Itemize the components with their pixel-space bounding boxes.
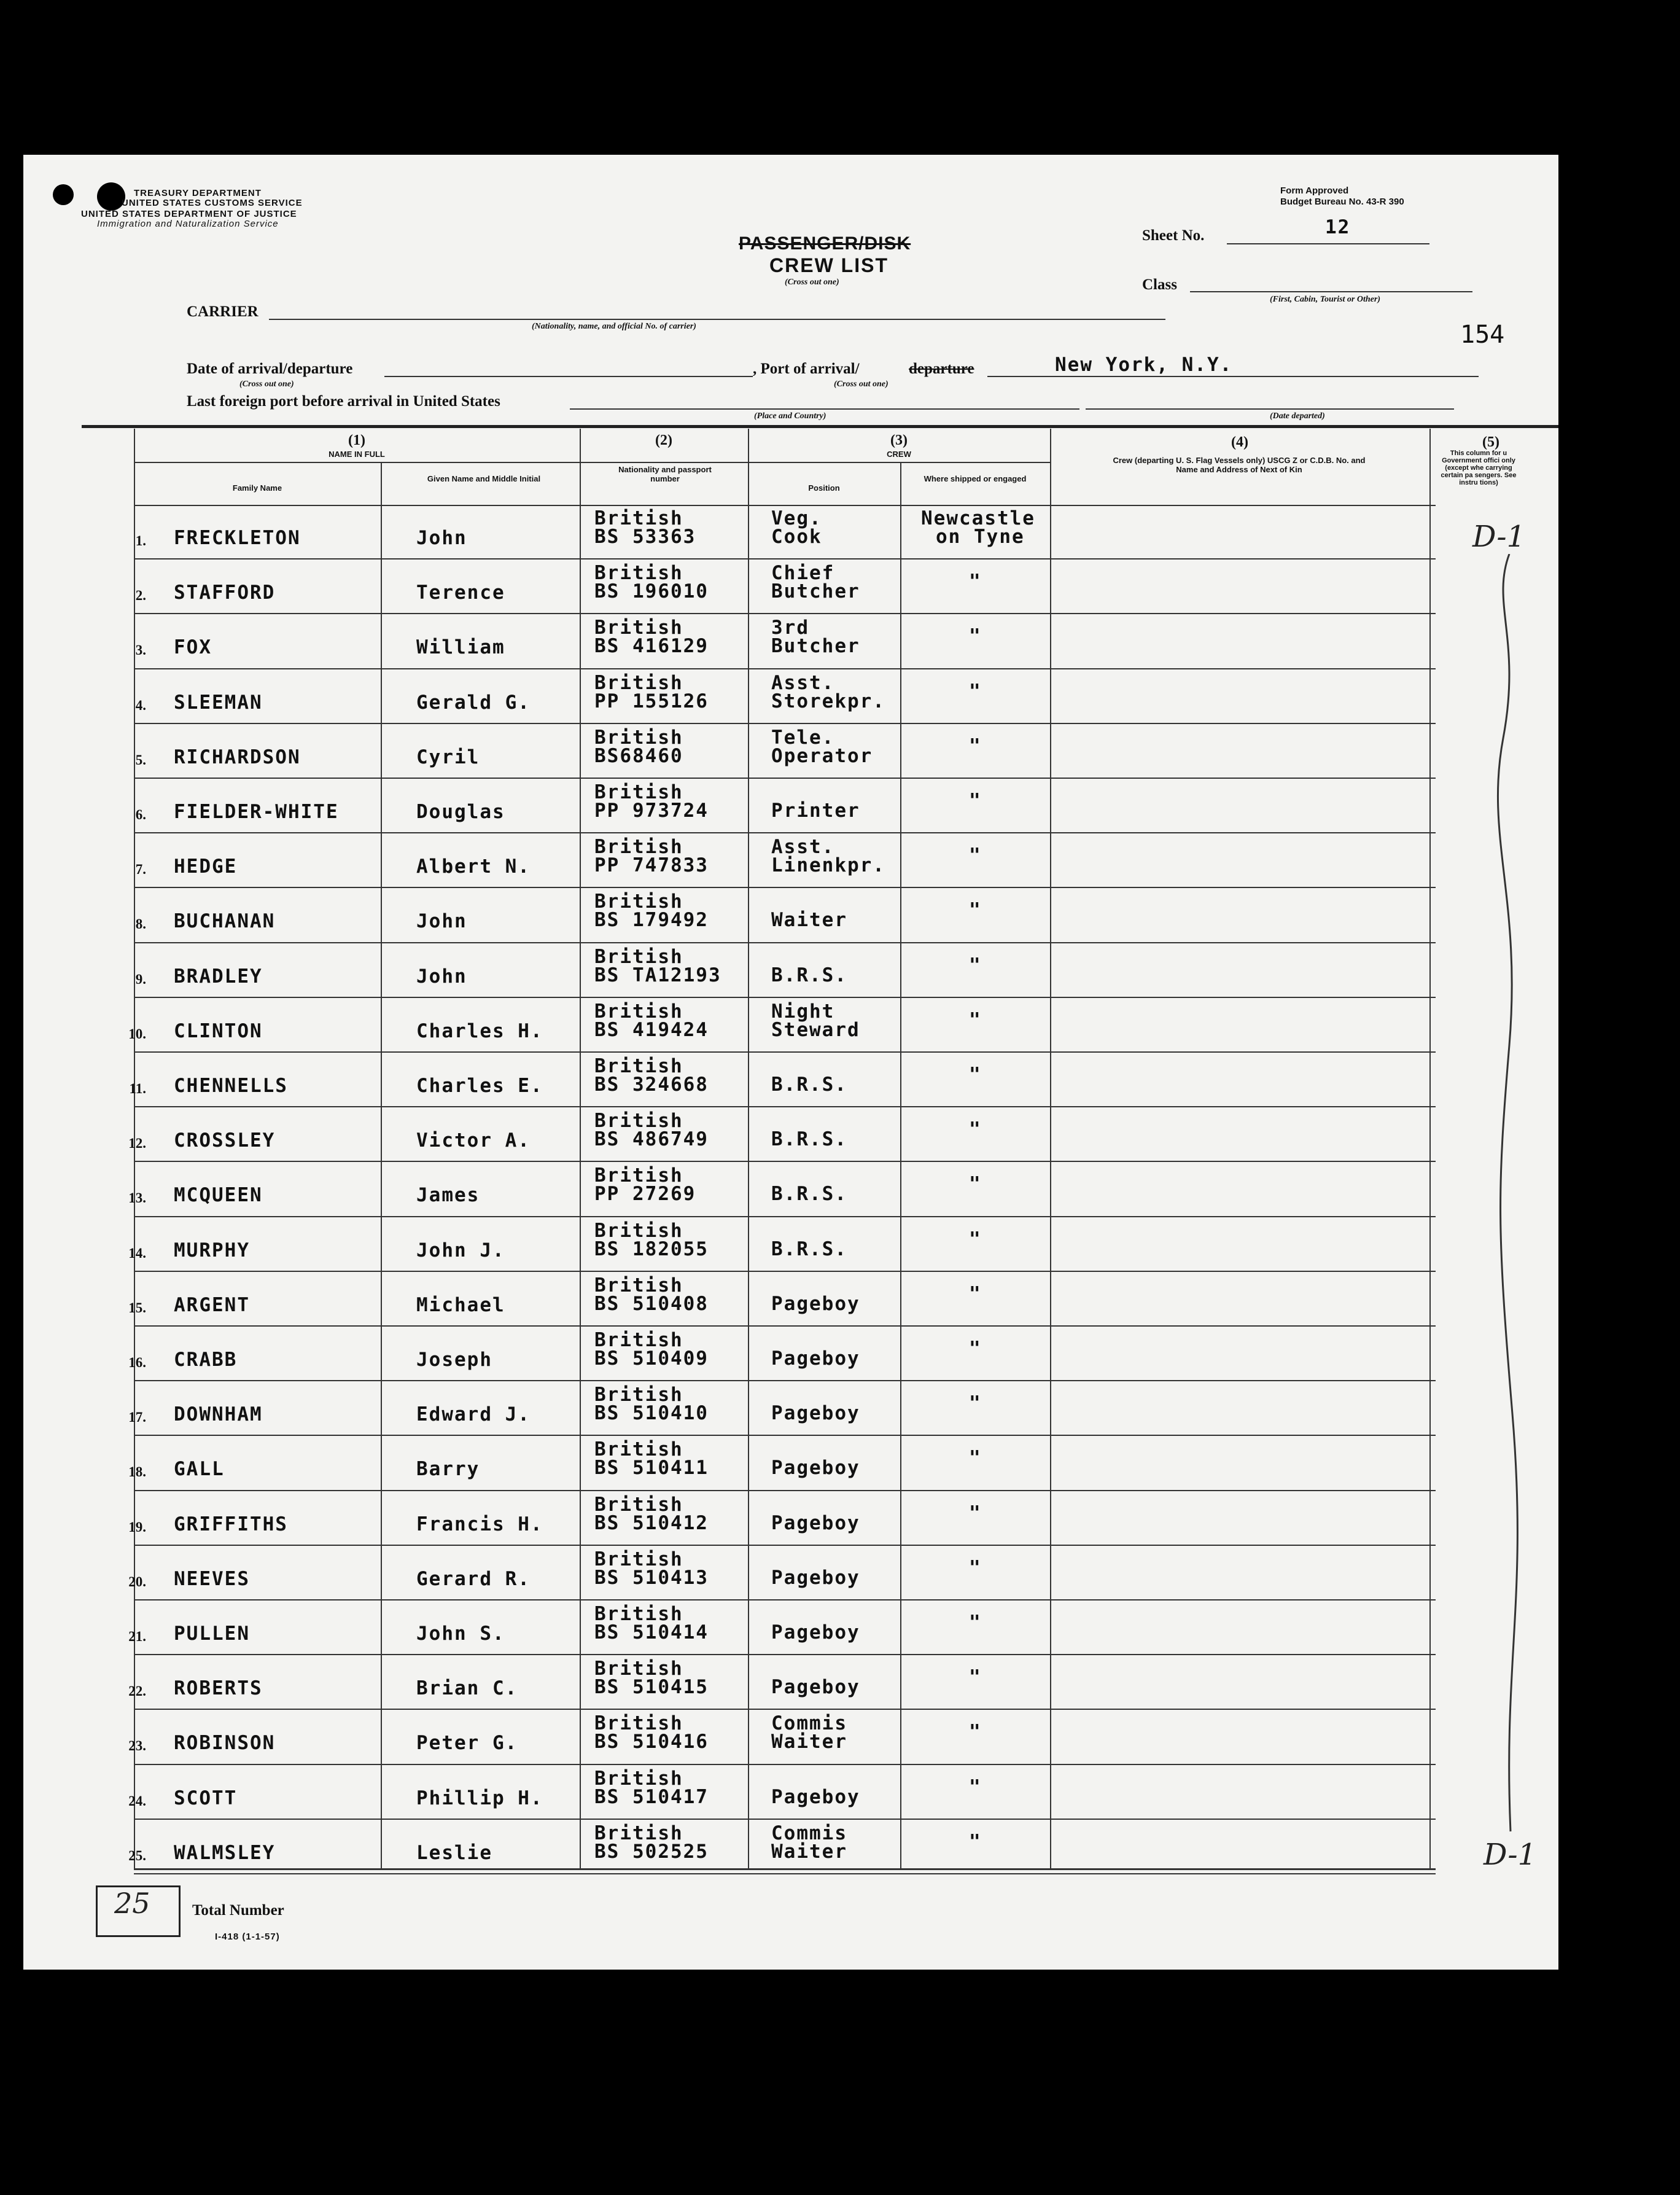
table-row: [23, 1436, 1558, 1491]
position-line-2: Waiter: [771, 909, 847, 932]
where-shipped-ditto: ": [969, 1612, 982, 1634]
nationality: British: [594, 1000, 683, 1023]
row-number: 22.: [128, 1683, 146, 1699]
where-shipped-ditto: ": [969, 1008, 982, 1031]
passport-number: PP 155126: [594, 690, 709, 712]
row-number: 14.: [128, 1245, 146, 1261]
port-label: , Port of arrival/: [753, 361, 860, 377]
where-shipped-ditto: ": [969, 1228, 982, 1250]
family-name: CROSSLEY: [174, 1129, 276, 1152]
given-name: Brian C.: [416, 1677, 518, 1700]
form-number: I-418 (1-1-57): [215, 1932, 280, 1942]
carrier-label: CARRIER: [187, 303, 259, 320]
position-line-2: Pageboy: [771, 1511, 860, 1534]
position-line-2: Storekpr.: [771, 690, 885, 712]
family-name: HEDGE: [174, 856, 238, 878]
where-shipped-ditto: ": [969, 1721, 982, 1744]
position-line-2: B.R.S.: [771, 964, 847, 986]
position-line-2: Linenkpr.: [771, 854, 885, 877]
table-row: [23, 669, 1558, 725]
family-name: SCOTT: [174, 1787, 238, 1809]
given-name: Terence: [416, 582, 505, 604]
port-struck: departure: [909, 361, 974, 377]
family-name: CRABB: [174, 1349, 238, 1371]
form-approved: Form Approved: [1280, 185, 1349, 196]
position-line-2: Butcher: [771, 635, 860, 658]
passport-number: BS 510413: [594, 1566, 709, 1589]
passport-number: BS 510417: [594, 1785, 709, 1808]
table-row: [23, 1655, 1558, 1710]
row-number: 21.: [128, 1629, 146, 1644]
where-shipped: Newcastle: [921, 507, 1035, 529]
where-shipped-ditto: ": [969, 790, 982, 812]
passport-number: BS 416129: [594, 635, 709, 658]
table-row: [23, 1272, 1558, 1327]
passport-number: BS 196010: [594, 580, 709, 603]
position-line-2: Pageboy: [771, 1785, 860, 1808]
position-line-2: Pageboy: [771, 1566, 860, 1589]
where-shipped-ditto: ": [969, 1666, 982, 1689]
position-line-2: Pageboy: [771, 1402, 860, 1425]
family-name: FIELDER-WHITE: [174, 801, 339, 823]
row-number: 12.: [128, 1136, 146, 1152]
family-name: BUCHANAN: [174, 910, 276, 933]
nationality: British: [594, 1603, 683, 1625]
where-shipped-ditto: ": [969, 1776, 982, 1798]
passport-number: PP 973724: [594, 800, 709, 822]
given-name: John: [416, 910, 467, 933]
where-shipped-ditto: ": [969, 625, 982, 648]
nationality: British: [594, 945, 683, 968]
family-name: GALL: [174, 1458, 225, 1481]
given-name: William: [416, 636, 505, 659]
passport-number: BS 510412: [594, 1511, 709, 1534]
position-line-2: B.R.S.: [771, 1128, 847, 1151]
position-line-2: B.R.S.: [771, 1183, 847, 1206]
position-line-1: Asst.: [771, 671, 835, 694]
stamp-number: 154: [1460, 321, 1505, 349]
date-departed-caption: (Date departed): [1270, 411, 1325, 421]
column-1-title: NAME IN FULL: [329, 450, 385, 459]
given-name: Barry: [416, 1458, 480, 1481]
position-line-2: Waiter: [771, 1840, 847, 1863]
government-use-header: This column for u Government offici only (except whe carrying certain pa sengers. See instru tions): [1441, 450, 1517, 486]
where-shipped-ditto: ": [969, 571, 982, 593]
family-name-header: Family Name: [232, 483, 282, 493]
family-name: FRECKLETON: [174, 527, 301, 549]
row-number: 19.: [128, 1519, 146, 1535]
position-line-1: Commis: [771, 1712, 847, 1735]
given-name: John: [416, 965, 467, 988]
table-row: [23, 1162, 1558, 1217]
passport-number: BS 510408: [594, 1292, 709, 1315]
passport-number: PP 27269: [594, 1183, 696, 1206]
row-number: 25.: [128, 1847, 146, 1863]
row-number: 15.: [128, 1300, 146, 1316]
nationality: British: [594, 781, 683, 803]
handwritten-bracket-line: [1485, 554, 1534, 1838]
position-line-2: Steward: [771, 1018, 860, 1041]
position-line-2: Pageboy: [771, 1676, 860, 1699]
passport-number: BS 486749: [594, 1128, 709, 1151]
title-struck: PASSENGER/DISK: [739, 233, 911, 254]
agency-line: UNITED STATES CUSTOMS SERVICE: [122, 198, 303, 208]
nationality: British: [594, 1767, 683, 1790]
table-row: [23, 1217, 1558, 1273]
position-line-2: Cook: [771, 526, 822, 548]
given-name: John S.: [416, 1623, 505, 1645]
passport-number: BS 510415: [594, 1676, 709, 1699]
nationality: British: [594, 1274, 683, 1296]
column-1-number: (1): [348, 432, 365, 448]
passport-number: BS 182055: [594, 1238, 709, 1260]
family-name: MURPHY: [174, 1239, 250, 1261]
given-name: Gerard R.: [416, 1567, 531, 1590]
position-line-2: Pageboy: [771, 1347, 860, 1370]
table-row: [23, 998, 1558, 1053]
given-name: John J.: [416, 1239, 505, 1261]
table-row: [23, 505, 1558, 560]
position-line-1: Veg.: [771, 507, 822, 529]
position-line-1: Asst.: [771, 836, 835, 859]
passport-number: BS68460: [594, 744, 683, 767]
class-caption: (First, Cabin, Tourist or Other): [1270, 295, 1380, 304]
passport-number: BS 510411: [594, 1457, 709, 1480]
where-shipped-ditto: ": [969, 1118, 982, 1141]
passport-number: BS 324668: [594, 1074, 709, 1096]
row-number: 16.: [128, 1355, 146, 1370]
passport-number: BS 510414: [594, 1621, 709, 1643]
given-name: Gerald G.: [416, 691, 531, 714]
given-name: Joseph: [416, 1349, 492, 1371]
row-number: 13.: [128, 1190, 146, 1206]
budget-bureau: Budget Bureau No. 43-R 390: [1280, 197, 1404, 207]
family-name: RICHARDSON: [174, 746, 301, 768]
position-line-2: Operator: [771, 744, 873, 767]
table-row: [23, 1600, 1558, 1656]
row-number: 11.: [129, 1081, 146, 1096]
nationality: British: [594, 507, 683, 529]
table-row: [23, 1820, 1558, 1875]
nationality: British: [594, 1329, 683, 1351]
passport-number: BS 510409: [594, 1347, 709, 1370]
crew-list-document: [23, 155, 1558, 1970]
where-shipped-ditto: ": [969, 680, 982, 703]
passport-number: BS TA12193: [594, 964, 721, 986]
position-line-2: B.R.S.: [771, 1238, 847, 1260]
position-line-2: Butcher: [771, 580, 860, 603]
family-name: ARGENT: [174, 1293, 250, 1316]
table-row: [23, 1765, 1558, 1820]
passport-number: BS 510416: [594, 1731, 709, 1753]
row-number: 6.: [135, 807, 146, 822]
family-name: ROBINSON: [174, 1732, 276, 1755]
last-port-label: Last foreign port before arrival in United States: [187, 393, 500, 410]
row-number: 1.: [135, 533, 146, 548]
where-shipped: on Tyne: [936, 526, 1025, 548]
nationality: British: [594, 671, 683, 694]
where-shipped-ditto: ": [969, 1338, 982, 1360]
nationality-header: Nationality and passport number: [618, 465, 712, 483]
title-caption: (Cross out one): [785, 278, 839, 287]
passport-number: BS 502525: [594, 1840, 709, 1863]
where-shipped-ditto: ": [969, 1392, 982, 1415]
passport-number: BS 419424: [594, 1018, 709, 1041]
family-name: NEEVES: [174, 1567, 250, 1590]
row-number: 4.: [135, 697, 146, 713]
page-title: CREW LIST: [769, 254, 889, 276]
position-line-1: 3rd: [771, 617, 809, 639]
table-row: [23, 1381, 1558, 1437]
passport-number: BS 53363: [594, 526, 696, 548]
nationality: British: [594, 1493, 683, 1516]
given-name: Phillip H.: [416, 1787, 543, 1809]
position-line-1: Commis: [771, 1822, 847, 1844]
where-shipped-ditto: ": [969, 1064, 982, 1086]
where-shipped-ditto: ": [969, 954, 982, 977]
nationality: British: [594, 1712, 683, 1735]
nationality: British: [594, 891, 683, 913]
column-2-number: (2): [655, 432, 672, 448]
family-name: DOWNHAM: [174, 1403, 263, 1426]
family-name: GRIFFITHS: [174, 1513, 288, 1535]
table-row: [23, 779, 1558, 834]
where-shipped-ditto: ": [969, 1173, 982, 1196]
agency-line: TREASURY DEPARTMENT: [134, 188, 262, 198]
nationality: British: [594, 562, 683, 585]
where-shipped-ditto: ": [969, 1502, 982, 1524]
given-name: Leslie: [416, 1841, 492, 1864]
position-line-1: Tele.: [771, 726, 835, 749]
position-line-2: Printer: [771, 800, 860, 822]
row-number: 5.: [135, 752, 146, 768]
punch-hole: [53, 184, 74, 205]
table-row: [23, 833, 1558, 889]
family-name: BRADLEY: [174, 965, 263, 988]
nationality: British: [594, 1822, 683, 1844]
passport-number: PP 747833: [594, 854, 709, 877]
column-3-number: (3): [890, 432, 908, 448]
date-label: Date of arrival/departure: [187, 361, 353, 377]
position-line-2: B.R.S.: [771, 1074, 847, 1096]
given-name: James: [416, 1184, 480, 1207]
position-line-2: Pageboy: [771, 1457, 860, 1480]
where-shipped-ditto: ": [969, 1556, 982, 1579]
row-number: 3.: [135, 642, 146, 658]
nationality: British: [594, 1219, 683, 1242]
family-name: CLINTON: [174, 1020, 263, 1042]
table-row: [23, 614, 1558, 669]
where-shipped-ditto: ": [969, 1447, 982, 1470]
table-row: [23, 1546, 1558, 1601]
where-shipped-ditto: ": [969, 844, 982, 867]
handwritten-annotation: D-1: [1484, 1838, 1537, 1872]
family-name: MCQUEEN: [174, 1184, 263, 1207]
table-row: [23, 943, 1558, 999]
nationality: British: [594, 1384, 683, 1406]
given-name: Charles E.: [416, 1075, 543, 1097]
given-name: Michael: [416, 1293, 505, 1316]
nationality: British: [594, 1548, 683, 1570]
family-name: ROBERTS: [174, 1677, 263, 1700]
agency-line: Immigration and Naturalization Service: [97, 219, 279, 229]
sheet-label: Sheet No.: [1142, 227, 1205, 244]
nationality: British: [594, 617, 683, 639]
family-name: FOX: [174, 636, 212, 659]
nationality: British: [594, 1164, 683, 1187]
given-name: Albert N.: [416, 856, 531, 878]
crew-header: CREW: [887, 450, 911, 459]
row-number: 20.: [128, 1573, 146, 1589]
passport-number: BS 179492: [594, 909, 709, 932]
given-name-header: Given Name and Middle Initial: [427, 474, 541, 483]
family-name: CHENNELLS: [174, 1075, 288, 1097]
total-number-value: 25: [114, 1887, 150, 1920]
table-row: [23, 888, 1558, 943]
family-name: WALMSLEY: [174, 1841, 276, 1864]
nationality: British: [594, 1658, 683, 1680]
family-name: STAFFORD: [174, 582, 276, 604]
class-label: Class: [1142, 276, 1177, 293]
family-name: PULLEN: [174, 1623, 250, 1645]
column-5-number: (5): [1482, 434, 1499, 450]
row-number: 8.: [135, 916, 146, 932]
nationality: British: [594, 1110, 683, 1133]
given-name: Charles H.: [416, 1020, 543, 1042]
table-row: [23, 1107, 1558, 1163]
row-number: 10.: [128, 1026, 146, 1042]
carrier-caption: (Nationality, name, and official No. of carrier): [532, 322, 696, 331]
table-row: [23, 1491, 1558, 1546]
port-caption: (Cross out one): [834, 380, 889, 389]
given-name: Francis H.: [416, 1513, 543, 1535]
table-row: [23, 1327, 1558, 1382]
given-name: John: [416, 527, 467, 549]
where-shipped-ditto: ": [969, 735, 982, 757]
position-line-1: Night: [771, 1000, 835, 1023]
column-4-number: (4): [1231, 434, 1248, 450]
total-label: Total Number: [192, 1902, 284, 1919]
position-line-2: Waiter: [771, 1731, 847, 1753]
family-name: SLEEMAN: [174, 691, 263, 714]
given-name: Douglas: [416, 801, 505, 823]
table-row: [23, 724, 1558, 779]
where-shipped-ditto: ": [969, 899, 982, 922]
table-row: [23, 1053, 1558, 1108]
where-shipped-ditto: ": [969, 1830, 982, 1853]
position-header: Position: [808, 483, 840, 493]
next-of-kin-header: Crew (departing U. S. Flag Vessels only) USCG Z or C.D.B. No. and Name and Address of Next of Kin: [1113, 456, 1366, 474]
place-caption: (Place and Country): [754, 411, 826, 421]
nationality: British: [594, 1438, 683, 1461]
row-number: 17.: [128, 1409, 146, 1425]
handwritten-annotation: D-1: [1472, 520, 1526, 554]
position-line-2: Pageboy: [771, 1292, 860, 1315]
position-line-2: Pageboy: [771, 1621, 860, 1643]
table-row: [23, 559, 1558, 615]
date-caption: (Cross out one): [239, 380, 294, 389]
sheet-number: 12: [1325, 216, 1351, 238]
row-number: 2.: [135, 588, 146, 604]
row-number: 9.: [135, 971, 146, 987]
given-name: Edward J.: [416, 1403, 531, 1426]
nationality: British: [594, 726, 683, 749]
position-line-1: Chief: [771, 562, 835, 585]
nationality: British: [594, 1055, 683, 1077]
given-name: Peter G.: [416, 1732, 518, 1755]
row-number: 23.: [128, 1738, 146, 1754]
given-name: Cyril: [416, 746, 480, 768]
passport-number: BS 510410: [594, 1402, 709, 1425]
port-value: New York, N.Y.: [1055, 354, 1233, 376]
where-shipped-ditto: ": [969, 1282, 982, 1305]
agency-line: UNITED STATES DEPARTMENT OF JUSTICE: [81, 209, 297, 219]
row-number: 7.: [135, 862, 146, 878]
row-number: 24.: [128, 1793, 146, 1809]
nationality: British: [594, 836, 683, 859]
row-number: 18.: [128, 1464, 146, 1480]
where-shipped-header: Where shipped or engaged: [924, 474, 1027, 483]
table-row: [23, 1710, 1558, 1765]
given-name: Victor A.: [416, 1129, 531, 1152]
